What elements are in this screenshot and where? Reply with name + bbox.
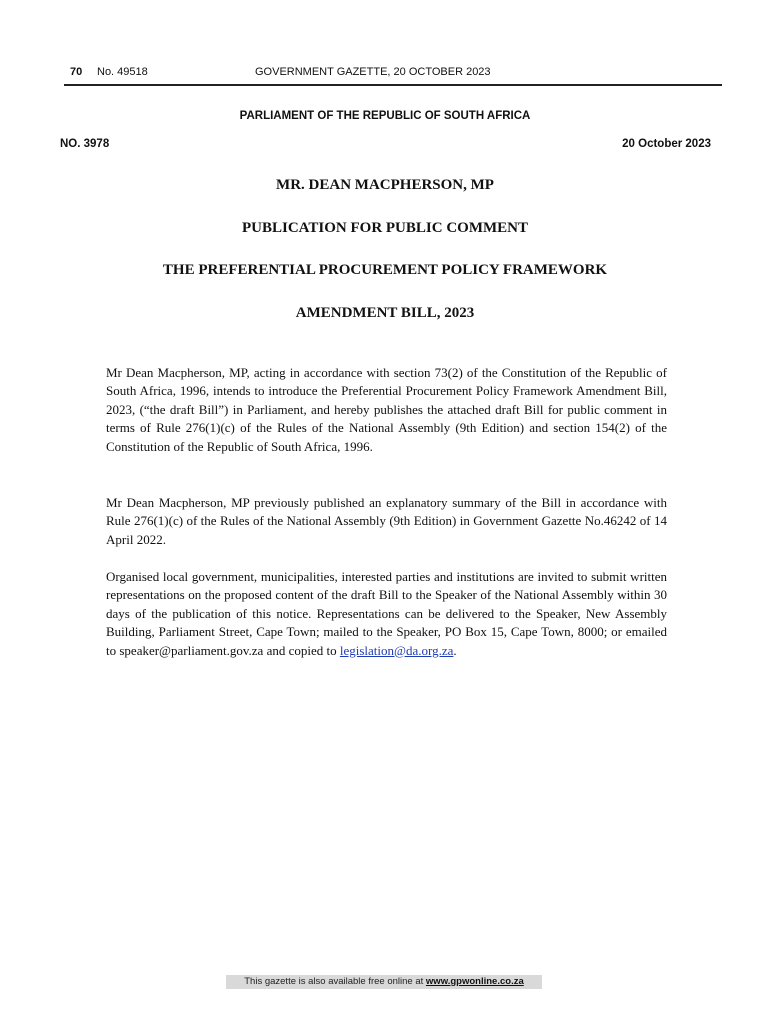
notice-number: NO. 3978 xyxy=(60,138,110,150)
legislation-email-link[interactable]: legislation@da.org.za xyxy=(339,642,454,658)
gpwonline-link[interactable]: www.gpwonline.co.za xyxy=(425,976,524,987)
footer-text: This gazette is also available free online at xyxy=(244,976,426,987)
gazette-title: GOVERNMENT GAZETTE, 20 OCTOBER 2023 xyxy=(255,66,491,78)
gazette-header xyxy=(64,62,722,86)
mp-name-heading: MR. DEAN MACPHERSON, MP xyxy=(276,177,494,193)
parliament-heading: PARLIAMENT OF THE REPUBLIC OF SOUTH AFRICA xyxy=(239,110,531,122)
bill-title-heading: THE PREFERENTIAL PROCUREMENT POLICY FRAMEWORK xyxy=(162,262,608,278)
gazette-footer xyxy=(226,975,542,989)
publication-heading: PUBLICATION FOR PUBLIC COMMENT xyxy=(242,220,528,236)
notice-date: 20 October 2023 xyxy=(622,138,711,150)
gazette-number: No. 49518 xyxy=(97,66,148,78)
intent-paragraph: Mr Dean Macpherson, MP, acting in accordance with section 73(2) of the Constitution of the Republic of South Africa, 1996, intends to introduce the Preferential Procurement Policy Framework Amendment Bill, 2023, (“the draft Bill”) in Parliament, and hereby publishes the attached draft Bill for public comment in terms of Rule 276(1)(c) of the Rules of the National Assembly (9th Edition) and section 154(2) of the Constitution of the Republic of South Africa, 1996. xyxy=(106,365,667,454)
representations-text: Organised local government, municipalities, interested parties and institutions are invited to submit written representations on the proposed content of the draft Bill to the Speaker of the National Assembly within 30 days of the publication of this notice. Representations can be delivered to the Speaker, New Assembly Building, Parliament Street, Cape Town; mailed to the Speaker, PO Box 15, Cape Town, 8000; or emailed to speaker@parliament.gov.za and copied to xyxy=(106,569,667,658)
summary-paragraph: Mr Dean Macpherson, MP previously published an explanatory summary of the Bill in accordance with Rule 276(1)(c) of the Rules of the National Assembly (9th Edition) in Government Gazette No.46242 of 14 April 2022. xyxy=(106,495,667,547)
page-number: 70 xyxy=(70,66,83,78)
paragraph-period: . xyxy=(453,642,457,658)
bill-title-heading-continued: AMENDMENT BILL, 2023 xyxy=(295,305,475,321)
representations-paragraph xyxy=(106,568,667,660)
